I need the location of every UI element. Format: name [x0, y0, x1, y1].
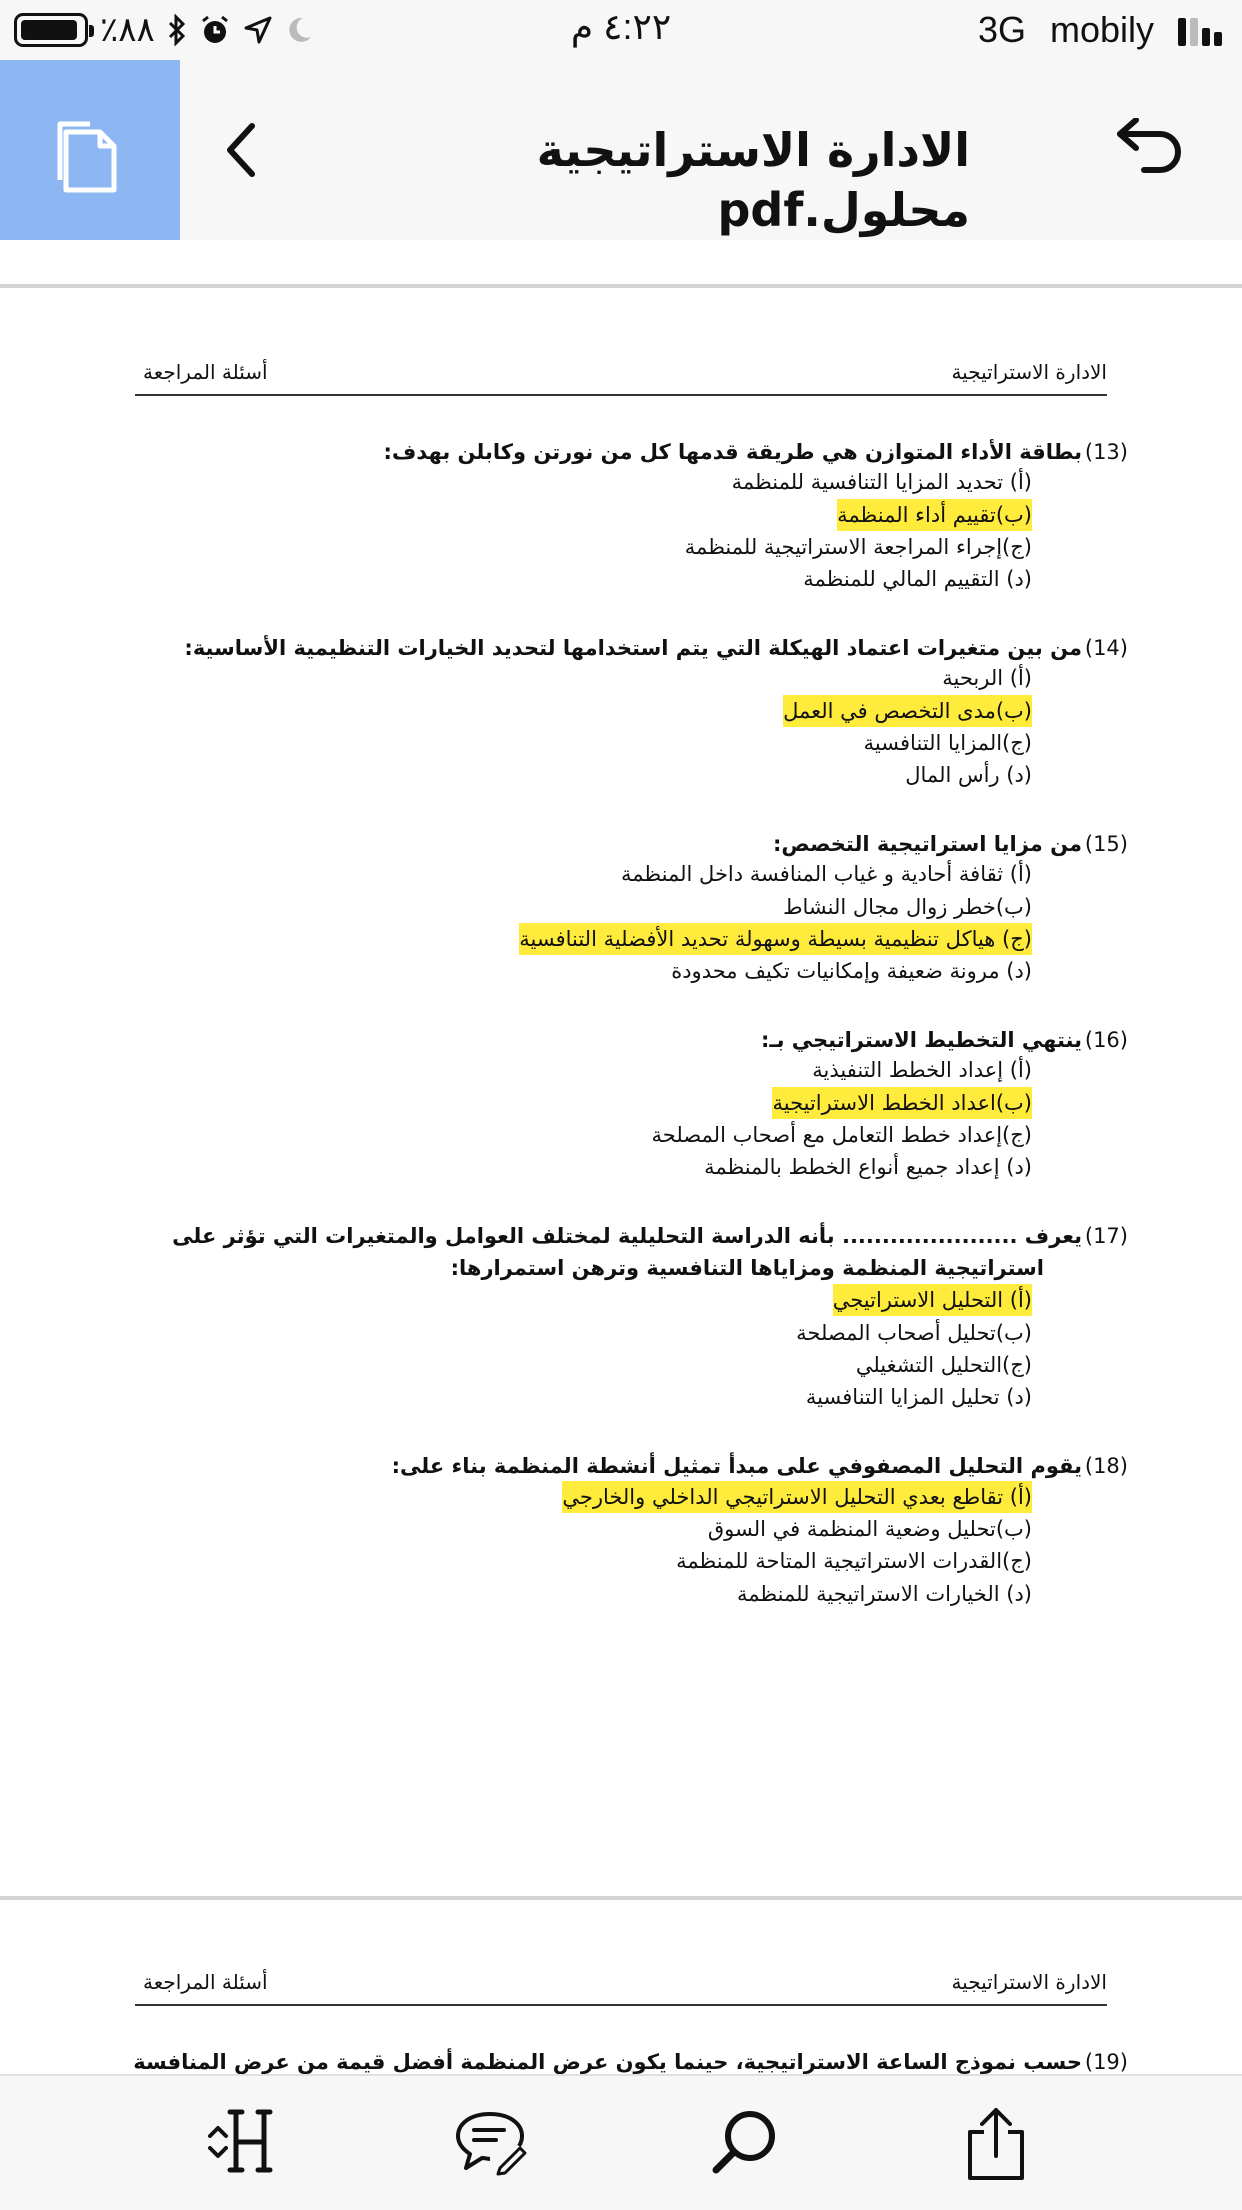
question-stem-continued: استراتيجية المنظمة ومزاياها التنافسية وترهن استمرارها:	[450, 1256, 1044, 1280]
status-time: ٤:٢٢ م	[570, 6, 672, 47]
question-16	[761, 1024, 1128, 1056]
question-17	[172, 1220, 1128, 1252]
option: (ب)تحليل وضعية المنظمة في السوق	[707, 1517, 1032, 1541]
option-highlighted: (أ) تقاطع بعدي التحليل الاستراتيجي الداخلي والخارجي	[562, 1481, 1032, 1513]
option: (ج)إجراء المراجعة الاستراتيجية للمنظمة	[684, 535, 1032, 559]
question-number: (18)	[1084, 1454, 1128, 1478]
search-icon[interactable]	[708, 2106, 780, 2178]
option: (ج)المزايا التنافسية	[863, 731, 1032, 755]
question-stem: من بين متغيرات اعتماد الهيكلة التي يتم استخدامها لتحديد الخيارات التنظيمية الأساسية:	[184, 636, 1082, 660]
option-highlighted: (ج) هياكل تنظيمية بسيطة وسهولة تحديد الأفضلية التنافسية	[519, 923, 1032, 955]
status-right	[978, 8, 1222, 52]
question-stem: حسب نموذج الساعة الاستراتيجية، حينما يكون عرض المنظمة أفضل قيمة من عرض المنافسة	[133, 2050, 1082, 2074]
question-stem: بطاقة الأداء المتوازن هي طريقة قدمها كل من نورتن وكابلن بهدف:	[383, 440, 1082, 464]
option: (د) إعداد جميع أنواع الخطط بالمنظمة	[704, 1155, 1032, 1179]
back-chevron-icon[interactable]	[222, 120, 262, 180]
document-icon	[52, 116, 124, 196]
top-toolbar	[0, 60, 1242, 240]
signal-icon	[1178, 14, 1222, 46]
question-number: (16)	[1084, 1028, 1128, 1052]
question-stem: ينتهي التخطيط الاستراتيجي بـ:	[761, 1028, 1082, 1052]
page-header-title: الادارة الاستراتيجية	[951, 1970, 1107, 1994]
bottom-toolbar	[0, 2074, 1242, 2210]
question-number: (19)	[1084, 2050, 1128, 2074]
question-number: (14)	[1084, 636, 1128, 660]
network-type: 3G	[977, 9, 1026, 50]
option: (د) الخيارات الاستراتيجية للمنظمة	[737, 1582, 1032, 1606]
status-bar	[0, 0, 1242, 60]
carrier-name: mobily	[1049, 9, 1154, 50]
undo-icon[interactable]	[1114, 118, 1186, 178]
option-highlighted: (أ) التحليل الاستراتيجي	[833, 1284, 1032, 1316]
page-header-section: أسئلة المراجعة	[143, 360, 268, 384]
question-stem: من مزايا استراتيجية التخصص:	[773, 832, 1082, 856]
option: (د) مرونة ضعيفة وإمكانيات تكيف محدودة	[671, 959, 1032, 983]
question-number: (17)	[1084, 1224, 1128, 1248]
option: (ج)القدرات الاستراتيجية المتاحة للمنظمة	[676, 1549, 1032, 1573]
option-highlighted: (ب)مدى التخصص في العمل	[783, 695, 1032, 727]
option-highlighted: (ب)تقييم أداء المنظمة	[837, 499, 1032, 531]
page-header	[135, 1968, 1107, 2006]
option: (ج)التحليل التشغيلي	[855, 1353, 1032, 1377]
question-number: (13)	[1084, 440, 1128, 464]
document-button[interactable]	[0, 60, 180, 240]
option-highlighted: (ب)اعداد الخطط الاستراتيجية	[772, 1087, 1032, 1119]
toolbar-divider	[0, 284, 1242, 288]
question-13	[383, 436, 1128, 468]
battery-percent: ٪٨٨	[100, 11, 155, 49]
question-stem: يعرف ...................... بأنه الدراسة التحليلية لمختلف العوامل والمتغيرات التي تؤثر على	[172, 1224, 1082, 1248]
comment-icon[interactable]	[452, 2106, 528, 2178]
question-14	[184, 632, 1128, 664]
question-stem: يقوم التحليل المصفوفي على مبدأ تمثيل أنشطة المنظمة بناء على:	[391, 1454, 1082, 1478]
option: (أ) تحديد المزايا التنافسية للمنظمة	[731, 470, 1032, 494]
page-separator	[0, 1896, 1242, 1900]
page-header-title: الادارة الاستراتيجية	[951, 360, 1107, 384]
option: (ب)خطر زوال مجال النشاط	[783, 895, 1032, 919]
option: (ب)تحليل أصحاب المصلحة	[796, 1321, 1032, 1345]
share-icon[interactable]	[964, 2106, 1028, 2182]
question-17-continued	[451, 1252, 1044, 1284]
question-15	[773, 828, 1128, 860]
document-title: الادارة الاستراتيجية محلول.pdf	[536, 123, 970, 237]
edit-cursor-icon[interactable]	[206, 2106, 278, 2178]
option: (د) رأس المال	[905, 763, 1032, 787]
page-header-section: أسئلة المراجعة	[143, 1970, 268, 1994]
option: (أ) ثقافة أحادية و غياب المنافسة داخل المنظمة	[621, 862, 1032, 886]
question-number: (15)	[1084, 832, 1128, 856]
option: (أ) إعداد الخطط التنفيذية	[812, 1058, 1032, 1082]
option: (أ) الربحية	[942, 666, 1032, 690]
option: (ج)إعداد خطط التعامل مع أصحاب المصلحة	[651, 1123, 1032, 1147]
question-18	[391, 1450, 1128, 1482]
option: (د) تحليل المزايا التنافسية	[805, 1385, 1032, 1409]
option: (د) التقييم المالي للمنظمة	[803, 567, 1032, 591]
page-header	[135, 358, 1107, 396]
